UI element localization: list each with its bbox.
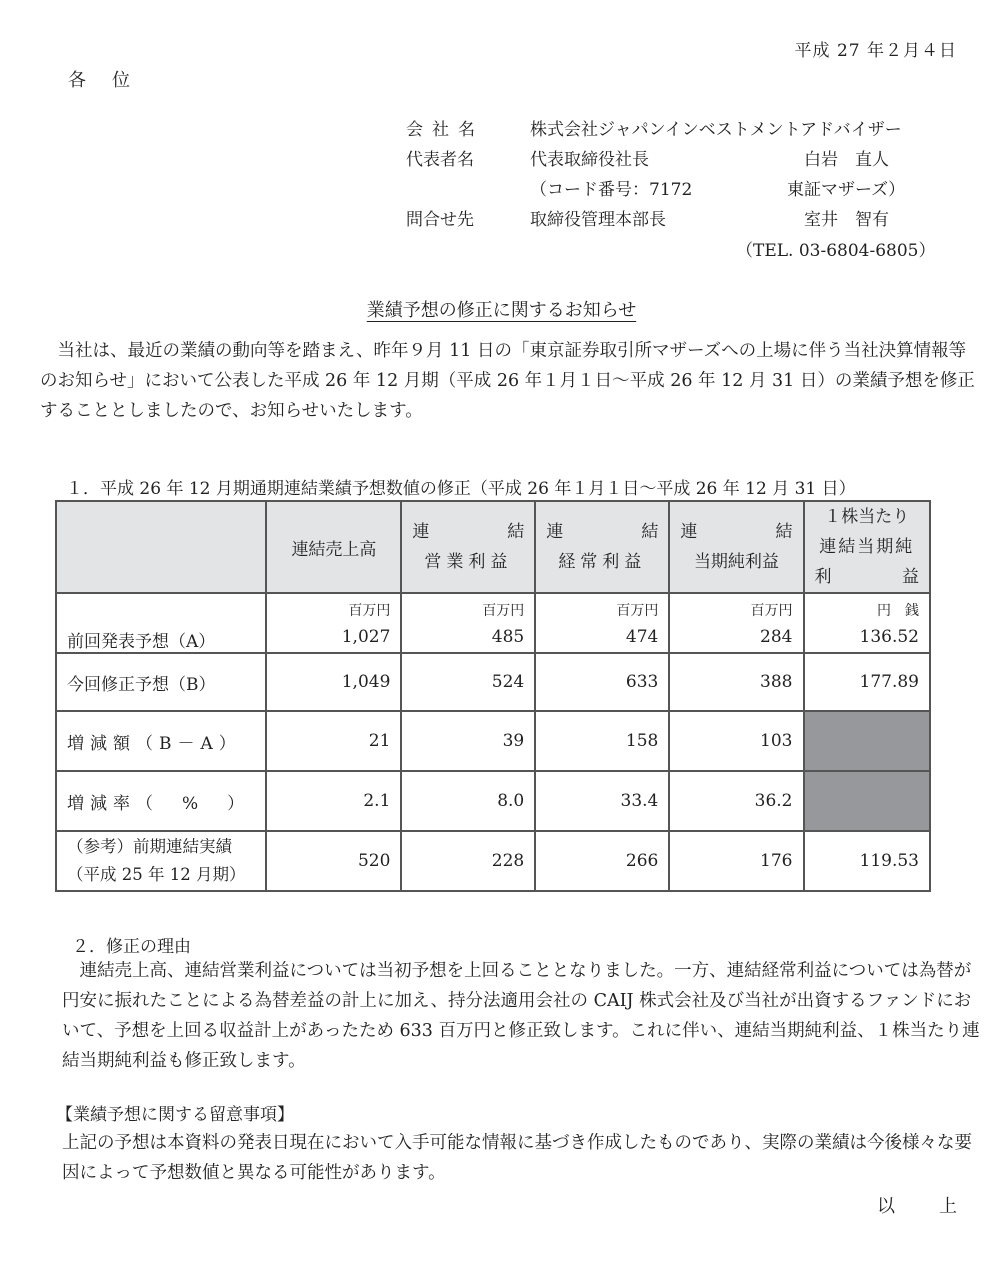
- header-blank-cell: [56, 501, 266, 593]
- header-text: 連: [412, 522, 430, 542]
- unit-label: 百万円: [482, 603, 525, 619]
- header-net-sales-text: 連結売上高: [291, 539, 377, 560]
- table-row: [56, 593, 930, 653]
- cell-value: 119.53: [804, 831, 931, 891]
- cell-value: 21: [266, 711, 401, 771]
- header-net-income: [669, 501, 803, 593]
- header-text: 結: [641, 522, 659, 542]
- forecast-table: [55, 500, 931, 892]
- header-text: １株当たり: [824, 507, 910, 527]
- shaded-cell: [804, 711, 931, 771]
- cell-value: 284: [760, 627, 793, 647]
- header-text: 当期純利益: [693, 552, 779, 572]
- header-text: 結: [507, 522, 525, 542]
- cell-value: 520: [266, 831, 401, 891]
- document-date: 平成 27 年２月４日: [794, 41, 957, 61]
- cell-value: 176: [669, 831, 803, 891]
- cell-value: 1,027: [341, 627, 391, 647]
- document-title-text: 業績予想の修正に関するお知らせ: [366, 300, 637, 321]
- contact-title: 取締役管理本部長: [530, 210, 666, 230]
- cell-value: 2.1: [266, 771, 401, 831]
- row-label: [56, 831, 266, 891]
- company-label: 会社名: [406, 120, 484, 140]
- table-cell: [804, 593, 931, 653]
- cell-value: 485: [491, 627, 525, 647]
- contact-label: 問合せ先: [406, 210, 474, 230]
- section2-body: 連結売上高、連結営業利益については当初予想を上回ることとなりました。一方、連結経常利益については為替が円安に振れたことによる為替差益の計上に加え、持分法適用会社の CAIJ 株式会社及び当社が出資するファンドにおいて、予想を上回る収益計上があったため 633 百万円と修正致します。これに伴い、連結当期純利益、１株当たり連結当期純利益も修正致します。: [62, 961, 980, 1071]
- intro-paragraph: 当社は、最近の業績の動向等を踏まえ、昨年９月 11 日の「東京証券取引所マザーズへの上場に伴う当社決算情報等のお知らせ」において公表した平成 26 年 12 月期（平成 26 年１月１日～平成 26 年 12 月 31 日）の業績予想を修正することとしましたので、お知らせいたします。: [40, 341, 975, 421]
- cell-value: 103: [669, 711, 803, 771]
- cell-value: 8.0: [401, 771, 535, 831]
- header-operating-income: [401, 501, 535, 593]
- document-title: [0, 296, 1003, 322]
- row-label: 前回発表予想（A）: [56, 593, 266, 653]
- unit-label: 百万円: [750, 603, 793, 619]
- row-label: 増減率（ % ）: [56, 771, 266, 831]
- cell-value: 39: [401, 711, 535, 771]
- cell-value: 177.89: [804, 653, 931, 711]
- cell-value: 33.4: [535, 771, 669, 831]
- header-text: 結: [775, 522, 793, 542]
- representative-title: 代表取締役社長: [530, 150, 649, 170]
- row-label: 今回修正予想（B）: [56, 653, 266, 711]
- market-name: 東証マザーズ）: [787, 180, 906, 200]
- header-eps: [804, 501, 931, 593]
- header-text: 連: [680, 522, 698, 542]
- cell-value: 474: [625, 627, 659, 647]
- recipient-line: 各位: [68, 70, 156, 91]
- company-name: 株式会社ジャパンインベストメントアドバイザー: [530, 120, 902, 140]
- header-text: 経常利益: [558, 552, 647, 572]
- cell-value: 36.2: [669, 771, 803, 831]
- cell-value: 228: [401, 831, 535, 891]
- header-text: 利: [814, 567, 832, 587]
- telephone-number: （TEL. 03-6804-6805）: [736, 241, 936, 261]
- header-text: 連結当期純: [819, 537, 915, 557]
- cell-value: 524: [401, 653, 535, 711]
- cell-value: 633: [535, 653, 669, 711]
- representative-row: [406, 145, 926, 175]
- shaded-cell: [804, 771, 931, 831]
- stock-code: （コード番号：7172: [530, 180, 693, 200]
- table-cell: [535, 593, 669, 653]
- table-cell: [669, 593, 803, 653]
- table-row: [56, 711, 930, 771]
- contact-name: 室井 智有: [804, 210, 889, 230]
- cell-value: 1,049: [266, 653, 401, 711]
- contact-row: [406, 205, 926, 235]
- table-header-row: [56, 501, 930, 593]
- table-cell: [401, 593, 535, 653]
- table-row: [56, 771, 930, 831]
- representative-label: 代表者名: [406, 150, 474, 170]
- table-cell: [266, 593, 401, 653]
- unit-label: 円 銭: [877, 603, 919, 619]
- header-text: 営業利益: [424, 552, 513, 572]
- row-label-line1: （参考）前期連結実績: [67, 837, 232, 856]
- notes-heading: 【業績予想に関する留意事項】: [56, 1105, 294, 1125]
- unit-label: 百万円: [616, 603, 659, 619]
- notes-body: 上記の予想は本資料の発表日現在において入手可能な情報に基づき作成したものであり、実際の業績は今後様々な要因によって予想数値と異なる可能性があります。: [62, 1133, 972, 1183]
- row-label-line2: （平成 25 年 12 月期）: [67, 865, 246, 884]
- cell-value: 388: [669, 653, 803, 711]
- company-row: [406, 115, 926, 145]
- table-row: [56, 653, 930, 711]
- closing-mark: 以上: [877, 1196, 1001, 1217]
- cell-value: 136.52: [859, 627, 919, 647]
- unit-label: 百万円: [348, 603, 391, 619]
- header-text: 連: [546, 522, 564, 542]
- header-net-sales: [266, 501, 401, 593]
- row-label: 増減額（B－A）: [56, 711, 266, 771]
- cell-value: 158: [535, 711, 669, 771]
- table-row: [56, 831, 930, 891]
- representative-name: 白岩 直人: [804, 150, 889, 170]
- cell-value: 266: [535, 831, 669, 891]
- header-ordinary-income: [535, 501, 669, 593]
- section2-heading: ２．修正の理由: [72, 937, 191, 957]
- section1-heading: １．平成 26 年 12 月期通期連結業績予想数値の修正（平成 26 年１月１日～平成 26 年 12 月 31 日）: [66, 479, 856, 499]
- tel-row: [406, 236, 946, 266]
- header-text: 益: [902, 567, 919, 587]
- code-row: [406, 175, 926, 205]
